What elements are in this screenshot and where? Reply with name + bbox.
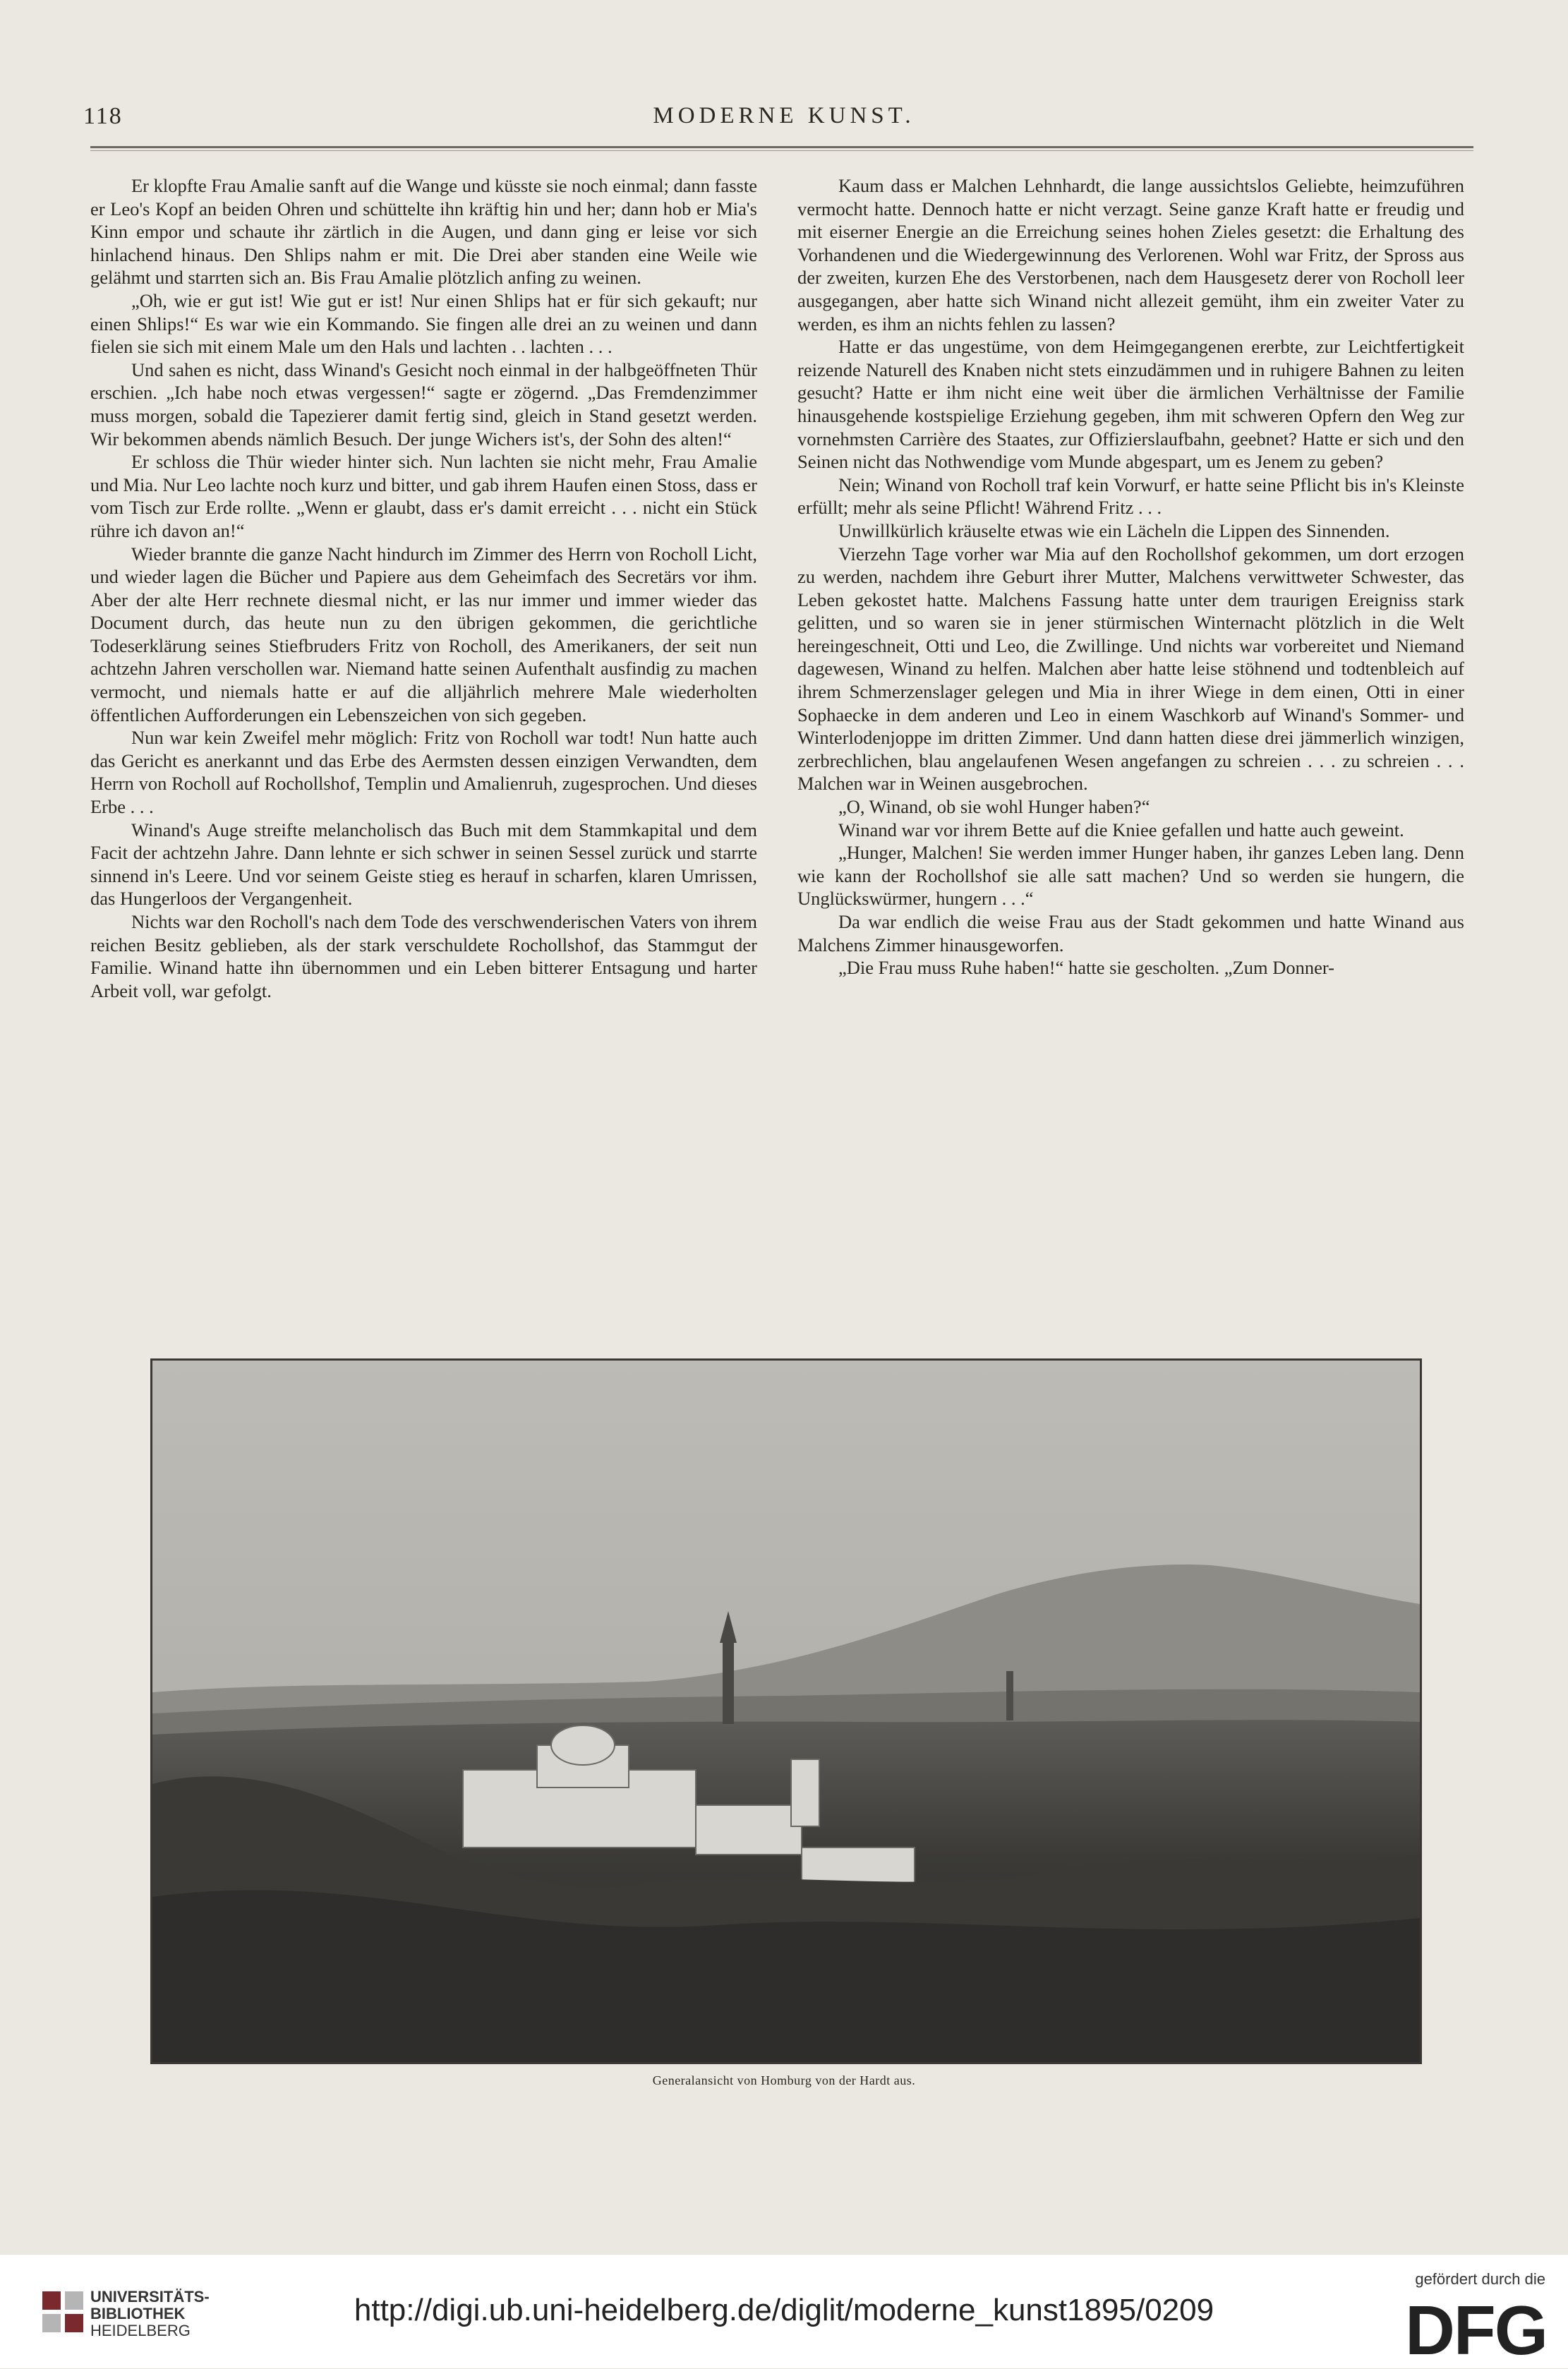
paragraph: Da war endlich die weise Frau aus der Stadt gekommen und hatte Winand aus Malchens Zimmer hinausgeworfen. — [797, 911, 1464, 956]
landscape-illustration — [152, 1361, 1420, 2062]
paragraph: Nein; Winand von Rocholl traf kein Vorwurf, er hatte seine Pflicht bis in's Kleinste erfüllt; mehr als seine Pflicht! Während Fritz . . . — [797, 474, 1464, 519]
right-column — [797, 174, 1464, 979]
paragraph: Nichts war den Rocholl's nach dem Tode des verschwenderischen Vaters von ihrem reichen Besitz geblieben, als der stark verschuldete Rochollshof, das Stammgut der Familie. Winand hatte ihn übernommen und ein Leben bitterer Entsagung und harter Arbeit voll, war gefolgt. — [90, 911, 757, 1001]
paragraph: Nun war kein Zweifel mehr möglich: Fritz von Rocholl war todt! Nun hatte auch das Gericht es anerkannt und das Erbe des Aermsten dessen einzigen Verwandten, dem Herrn von Rocholl auf Rochollshof, Templin und Amalienruh, zugesprochen. Und dieses Erbe . . . — [90, 727, 757, 818]
library-name-line: BIBLIOTHEK — [90, 2305, 186, 2322]
paragraph: Winand's Auge streifte melancholisch das Buch mit dem Stammkapital und dem Facit der achtzehn Jahre. Dann lehnte er sich schwer in seinen Sessel zurück und starrte sinnend in's Leere. Und vor seinem Geiste stieg es herauf in scharfen, klaren Umrissen, das Hungerloos der Vergangenheit. — [90, 819, 757, 910]
paragraph: „O, Winand, ob sie wohl Hunger haben?“ — [838, 796, 1150, 818]
paragraph: Unwillkürlich kräuselte etwas wie ein Lächeln die Lippen des Sinnenden. — [838, 519, 1390, 541]
paragraph: Er schloss die Thür wieder hinter sich. Nun lachten sie nicht mehr, Frau Amalie und Mia. Nur Leo lachte noch kurz und bitter, und gab ihrem Haufen einen Stoss, dass er vom Tisch zur Erde rollte. „Wenn er glaubt, dass er's damit erreicht . . . nicht ein Stück rühre ich davon an!“ — [90, 451, 757, 541]
paragraph: Und sahen es nicht, dass Winand's Gesicht noch einmal in der halbgeöffneten Thür erschien. „Ich habe noch etwas vergessen!“ sagte er zögernd. „Das Fremdenzimmer muss morgen, sobald die Tapezierer damit fertig sind, gleich in Stand gesetzt werden. Wir bekommen abends nämlich Besuch. Der junge Wichers ist's, der Sohn des alten!“ — [90, 358, 757, 450]
figure-caption: Generalansicht von Homburg von der Hardt aus. — [652, 2073, 916, 2087]
source-url-link[interactable]: http://digi.ub.uni-heidelberg.de/diglit/moderne_kunst1895/0209 — [354, 2293, 1214, 2327]
library-name-line: HEIDELBERG — [90, 2322, 191, 2339]
left-column — [90, 174, 757, 1002]
dfg-logo: DFG — [1405, 2291, 1547, 2369]
paragraph: Er klopfte Frau Amalie sanft auf die Wange und küsste sie noch einmal; dann fasste er Leo's Kopf an beiden Ohren und schüttelte ihn kräftig hin und her; dann hob er Mia's Kinn empor und schaute ihr zärtlich in die Augen, und dann ging er leise vor sich hinlachend hinaus. Den Shlips nahm er mit. Die Drei aber standen eine Weile wie gelähmt und starrten sich an. Bis Frau Amalie plötzlich anfing zu weinen. — [90, 175, 757, 289]
paragraph: „Hunger, Malchen! Sie werden immer Hunger haben, ihr ganzes Leben lang. Denn wie kann der Rochollshof sie alle satt machen? Und so werden sie hungern, die Unglückswürmer, hungern . . .“ — [797, 842, 1464, 910]
library-name-line: UNIVERSITÄTS- — [90, 2288, 210, 2305]
footer-bar — [0, 2255, 1568, 2368]
header-rule — [90, 146, 1473, 148]
landscape-photograph — [150, 1358, 1422, 2064]
paragraph: „Die Frau muss Ruhe haben!“ hatte sie gescholten. „Zum Donner- — [838, 957, 1334, 979]
paragraph: Kaum dass er Malchen Lehnhardt, die lange aussichtslos Geliebte, heimzuführen vermocht hatte. Dennoch hatte er nicht verzagt. Seine ganze Kraft hatte er freudig und mit eiserner Energie an die Erreichung seines hohen Zieles gesetzt: die Erhaltung des Vorhandenen und die Wiedergewinnung des Verlorenen. Wohl war Fritz, der Spross aus der zweiten, kurzen Ehe des Verstorbenen, nach dem Hausgesetz derer von Rocholl leer ausgegangen, aber hatte sich Winand nicht allezeit gemüht, ihm ein zweiter Vater zu werden, es ihm an nichts fehlen zu lassen? — [797, 175, 1464, 334]
header-rule-thin — [90, 150, 1473, 151]
paragraph: „Oh, wie er gut ist! Wie gut er ist! Nur einen Shlips hat er für sich gekauft; nur einen Shlips!“ Es war wie ein Kommando. Sie fingen alle drei an zu weinen und dann fielen sie sich mit einem Male um den Hals und lachten . . lachten . . . — [90, 289, 757, 358]
paragraph: Winand war vor ihrem Bette auf die Kniee gefallen und hatte auch geweint. — [838, 819, 1404, 840]
paragraph: Wieder brannte die ganze Nacht hindurch im Zimmer des Herrn von Rocholl Licht, und wieder lagen die Bücher und Papiere aus dem Geheimfach des Secretärs vor ihm. Aber der alte Herr rechnete diesmal nicht, er las nur immer und immer wieder das Document durch, das heute nun zu den übrigen gekommen, die gerichtliche Todeserklärung seines Stiefbruders Fritz von Rocholl, des Amerikaners, der seit nun achtzehn Jahren verschollen war. Niemand hatte seinen Aufenthalt ausfindig zu machen vermocht, und niemals hatte er auf die alljährlich mehrere Male wiederholten öffentlichen Aufforderungen ein Lebenszeichen von sich gegeben. — [90, 543, 757, 725]
paragraph: Hatte er das ungestüme, von dem Heimgegangenen ererbte, zur Leichtfertigkeit reizende Naturell des Knaben nicht stets einzudämmen und in ruhigere Bahnen zu leiten gesucht? Hatte er ihm nicht eine weit über die ärmlichen Verhältnisse der Familie hinausgehende kostspielige Erziehung gegeben, ihm mit schweren Opfern den Weg zur vornehmsten Carrière des Staates, zur Offizierslaufbahn, geebnet? Hatte er sich und den Seinen nicht das Nothwendige vom Munde abgespart, um es Jenem zu geben? — [797, 336, 1464, 473]
paragraph: Vierzehn Tage vorher war Mia auf den Rochollshof gekommen, um dort erzogen zu werden, nachdem ihre Geburt ihrer Mutter, Malchens verwittweter Schwester, das Leben gekostet hatte. Malchens Fassung hatte unter dem traurigen Ereigniss stark gelitten, und so waren sie in jener stürmischen Winternacht plötzlich in die Welt hereingeschneit, Otti und Leo, die Zwillinge. Und nichts war vorbereitet und Niemand dagewesen, Winand zu helfen. Malchen aber hatte leise stöhnend und todtenbleich auf ihrem Schmerzenslager gelegen und Mia in ihrer Wiege in dem einen, Otti in einer Sophaecke in dem anderen und Leo in einem Waschkorb auf Winand's Sommer- und Winterlodenjoppe im dritten Zimmer. Und dann hatten diese drei jämmerlich winzigen, zerbrechlichen, blau angelaufenen Wesen angefangen zu schreien . . . zu schreien . . . Malchen war in Weinen ausgebrochen. — [797, 543, 1464, 795]
page-number: 118 — [83, 103, 123, 129]
running-title: MODERNE KUNST. — [653, 103, 915, 128]
funding-note: gefördert durch die — [1415, 2270, 1545, 2288]
